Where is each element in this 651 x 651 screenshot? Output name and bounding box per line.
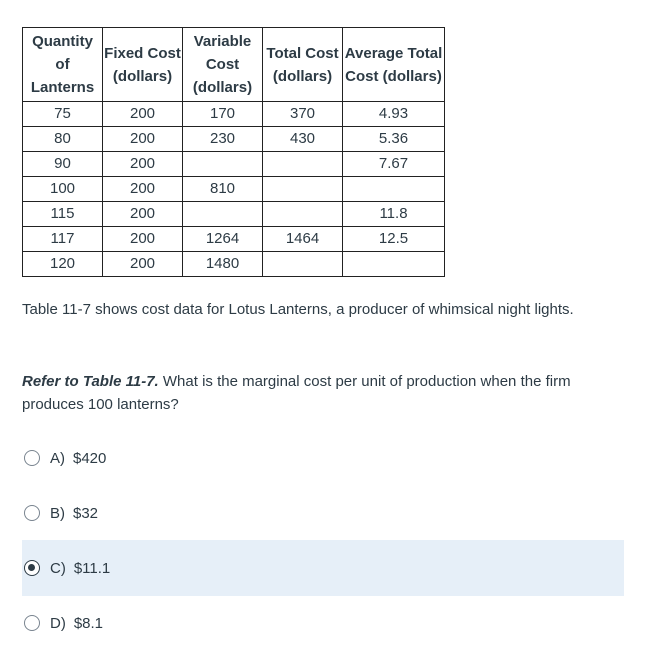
- header-variable-cost: Variable Cost (dollars): [183, 28, 263, 102]
- cell-total-cost: [263, 152, 343, 177]
- cell-quantity: 90: [23, 152, 103, 177]
- answer-letter: D): [50, 614, 66, 632]
- table-row: [23, 127, 445, 152]
- cell-total-cost: [263, 177, 343, 202]
- answer-value: $11.1: [73, 559, 111, 577]
- cell-quantity: 117: [23, 227, 103, 252]
- cell-variable-cost: 1480: [183, 252, 263, 277]
- cell-fixed-cost: 200: [103, 177, 183, 202]
- cell-fixed-cost: 200: [103, 152, 183, 177]
- cell-average-total-cost: 12.5: [343, 227, 445, 252]
- answer-value: $8.1: [73, 614, 104, 632]
- header-quantity: Quantity of Lanterns: [23, 28, 103, 102]
- cell-quantity: 75: [23, 102, 103, 127]
- cell-variable-cost: [183, 152, 263, 177]
- radio-button-icon[interactable]: [24, 505, 40, 521]
- table-caption: Table 11-7 shows cost data for Lotus Lanterns, a producer of whimsical night lights.: [22, 301, 574, 318]
- table-row: [23, 177, 445, 202]
- header-fixed-cost: Fixed Cost (dollars): [103, 28, 183, 102]
- cell-variable-cost: 170: [183, 102, 263, 127]
- cell-fixed-cost: 200: [103, 202, 183, 227]
- header-average-total-cost: Average Total Cost (dollars): [343, 28, 445, 102]
- table-row: [23, 252, 445, 277]
- cell-average-total-cost: 4.93: [343, 102, 445, 127]
- cell-variable-cost: [183, 202, 263, 227]
- answer-option-d[interactable]: [22, 595, 624, 651]
- question-text: [22, 370, 622, 416]
- cell-total-cost: [263, 252, 343, 277]
- cell-quantity: 80: [23, 127, 103, 152]
- answer-letter: C): [50, 559, 66, 577]
- cell-quantity: 120: [23, 252, 103, 277]
- cost-table: [22, 27, 445, 277]
- table-row: [23, 227, 445, 252]
- cell-average-total-cost: 11.8: [343, 202, 445, 227]
- question-body: What is the marginal cost per unit of production when the firm produces 100 lanterns?: [22, 373, 571, 413]
- answer-value: $32: [73, 504, 99, 522]
- cell-fixed-cost: 200: [103, 252, 183, 277]
- cell-total-cost: 370: [263, 102, 343, 127]
- cell-variable-cost: 1264: [183, 227, 263, 252]
- answer-letter: B): [50, 504, 65, 522]
- answer-option-c[interactable]: [22, 540, 624, 596]
- cell-fixed-cost: 200: [103, 227, 183, 252]
- radio-button-selected-icon[interactable]: [24, 560, 40, 576]
- header-total-cost: Total Cost (dollars): [263, 28, 343, 102]
- cell-average-total-cost: [343, 252, 445, 277]
- question-reference: Refer to Table 11-7.: [22, 373, 159, 390]
- answer-option-b[interactable]: [22, 485, 624, 541]
- cell-variable-cost: 230: [183, 127, 263, 152]
- cell-average-total-cost: 7.67: [343, 152, 445, 177]
- answer-letter: A): [50, 449, 65, 467]
- cell-variable-cost: 810: [183, 177, 263, 202]
- table-header-row: [23, 28, 445, 102]
- cell-fixed-cost: 200: [103, 127, 183, 152]
- radio-button-icon[interactable]: [24, 450, 40, 466]
- table-row: [23, 202, 445, 227]
- cell-quantity: 115: [23, 202, 103, 227]
- cell-quantity: 100: [23, 177, 103, 202]
- cell-average-total-cost: [343, 177, 445, 202]
- table-row: [23, 152, 445, 177]
- radio-button-icon[interactable]: [24, 615, 40, 631]
- cell-fixed-cost: 200: [103, 102, 183, 127]
- answer-value: $420: [73, 449, 107, 467]
- cell-average-total-cost: 5.36: [343, 127, 445, 152]
- cell-total-cost: 1464: [263, 227, 343, 252]
- answer-option-a[interactable]: [22, 430, 624, 486]
- table-row: [23, 102, 445, 127]
- cell-total-cost: [263, 202, 343, 227]
- cell-total-cost: 430: [263, 127, 343, 152]
